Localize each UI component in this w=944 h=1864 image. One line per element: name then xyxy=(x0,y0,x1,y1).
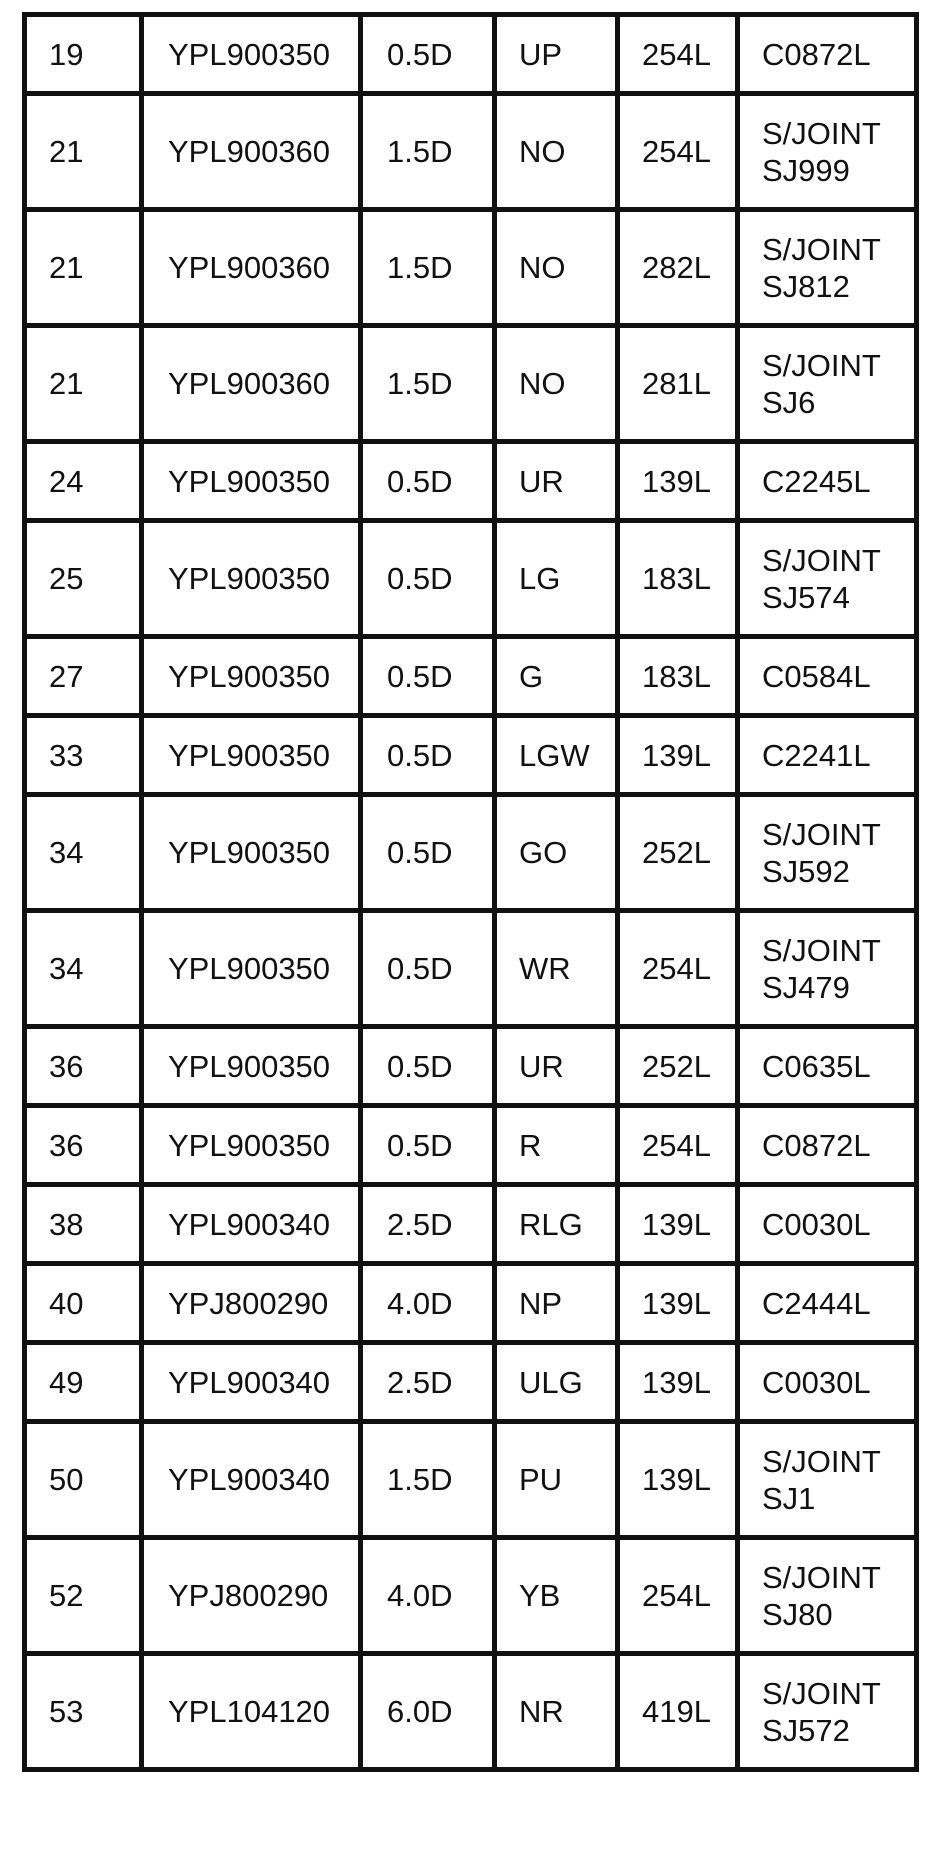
table-row xyxy=(25,1538,917,1654)
table-body xyxy=(25,15,917,1770)
table-row xyxy=(25,521,917,637)
length-cell: 254L xyxy=(618,911,738,1027)
connection-line: S/JOINT xyxy=(762,1559,881,1595)
circuit-number-cell: 36 xyxy=(25,1027,142,1106)
size-cell: 0.5D xyxy=(361,1027,495,1106)
circuit-number-cell: 36 xyxy=(25,1106,142,1185)
connection-line: C0872L xyxy=(762,36,871,72)
connection-line: SJ479 xyxy=(762,969,850,1005)
length-cell: 281L xyxy=(618,326,738,442)
connection-line: C0872L xyxy=(762,1127,871,1163)
length-cell: 139L xyxy=(618,1185,738,1264)
connection-line: S/JOINT xyxy=(762,816,881,852)
circuit-number-cell: 33 xyxy=(25,716,142,795)
connection-cell xyxy=(738,442,917,521)
connection-line: SJ812 xyxy=(762,268,850,304)
connection-line: S/JOINT xyxy=(762,115,881,151)
colour-code-cell: UP xyxy=(495,15,618,94)
connection-cell xyxy=(738,1185,917,1264)
connection-cell xyxy=(738,521,917,637)
colour-code-cell: PU xyxy=(495,1422,618,1538)
colour-code-cell: UR xyxy=(495,442,618,521)
part-number-cell: YPL900350 xyxy=(142,442,361,521)
size-cell: 1.5D xyxy=(361,1422,495,1538)
part-number-cell: YPL900350 xyxy=(142,1027,361,1106)
length-cell: 282L xyxy=(618,210,738,326)
part-number-cell: YPL900350 xyxy=(142,716,361,795)
size-cell: 1.5D xyxy=(361,326,495,442)
size-cell: 0.5D xyxy=(361,911,495,1027)
connection-line: S/JOINT xyxy=(762,231,881,267)
table-row xyxy=(25,326,917,442)
table-row xyxy=(25,1185,917,1264)
length-cell: 139L xyxy=(618,1422,738,1538)
table-row xyxy=(25,911,917,1027)
part-number-cell: YPL900350 xyxy=(142,15,361,94)
circuit-number-cell: 50 xyxy=(25,1422,142,1538)
length-cell: 254L xyxy=(618,94,738,210)
colour-code-cell: YB xyxy=(495,1538,618,1654)
table-row xyxy=(25,1106,917,1185)
connection-cell xyxy=(738,637,917,716)
connection-cell xyxy=(738,1264,917,1343)
circuit-number-cell: 19 xyxy=(25,15,142,94)
size-cell: 4.0D xyxy=(361,1538,495,1654)
part-number-cell: YPL900350 xyxy=(142,637,361,716)
size-cell: 1.5D xyxy=(361,94,495,210)
connection-line: C0584L xyxy=(762,658,871,694)
part-number-cell: YPL104120 xyxy=(142,1654,361,1770)
colour-code-cell: ULG xyxy=(495,1343,618,1422)
circuit-number-cell: 25 xyxy=(25,521,142,637)
length-cell: 419L xyxy=(618,1654,738,1770)
circuit-number-cell: 21 xyxy=(25,210,142,326)
colour-code-cell: LGW xyxy=(495,716,618,795)
circuit-number-cell: 49 xyxy=(25,1343,142,1422)
connection-line: S/JOINT xyxy=(762,1443,881,1479)
size-cell: 0.5D xyxy=(361,15,495,94)
connection-cell xyxy=(738,1106,917,1185)
connection-cell xyxy=(738,1654,917,1770)
table-row xyxy=(25,210,917,326)
connection-line: C2241L xyxy=(762,737,871,773)
part-number-cell: YPL900360 xyxy=(142,326,361,442)
table-row xyxy=(25,15,917,94)
circuit-number-cell: 27 xyxy=(25,637,142,716)
connection-line: SJ1 xyxy=(762,1480,816,1516)
connection-cell xyxy=(738,1343,917,1422)
length-cell: 252L xyxy=(618,795,738,911)
length-cell: 139L xyxy=(618,1264,738,1343)
circuit-number-cell: 40 xyxy=(25,1264,142,1343)
table-row xyxy=(25,94,917,210)
size-cell: 1.5D xyxy=(361,210,495,326)
part-number-cell: YPL900340 xyxy=(142,1422,361,1538)
connection-cell xyxy=(738,1027,917,1106)
colour-code-cell: NR xyxy=(495,1654,618,1770)
colour-code-cell: RLG xyxy=(495,1185,618,1264)
size-cell: 0.5D xyxy=(361,716,495,795)
connection-line: SJ572 xyxy=(762,1712,850,1748)
colour-code-cell: LG xyxy=(495,521,618,637)
part-number-cell: YPL900340 xyxy=(142,1185,361,1264)
table-row xyxy=(25,1264,917,1343)
connection-line: C0030L xyxy=(762,1364,871,1400)
colour-code-cell: G xyxy=(495,637,618,716)
length-cell: 139L xyxy=(618,1343,738,1422)
circuit-number-cell: 34 xyxy=(25,795,142,911)
size-cell: 2.5D xyxy=(361,1343,495,1422)
circuit-number-cell: 21 xyxy=(25,326,142,442)
table-row xyxy=(25,1343,917,1422)
length-cell: 254L xyxy=(618,1538,738,1654)
colour-code-cell: GO xyxy=(495,795,618,911)
length-cell: 139L xyxy=(618,716,738,795)
table-row xyxy=(25,795,917,911)
table-row xyxy=(25,637,917,716)
connection-line: SJ592 xyxy=(762,853,850,889)
part-number-cell: YPL900350 xyxy=(142,521,361,637)
colour-code-cell: WR xyxy=(495,911,618,1027)
length-cell: 252L xyxy=(618,1027,738,1106)
circuit-number-cell: 52 xyxy=(25,1538,142,1654)
connection-line: S/JOINT xyxy=(762,347,881,383)
connection-cell xyxy=(738,15,917,94)
size-cell: 0.5D xyxy=(361,1106,495,1185)
circuit-number-cell: 34 xyxy=(25,911,142,1027)
circuit-number-cell: 38 xyxy=(25,1185,142,1264)
connection-cell xyxy=(738,94,917,210)
connection-line: SJ6 xyxy=(762,384,816,420)
size-cell: 2.5D xyxy=(361,1185,495,1264)
data-table xyxy=(22,12,919,1772)
connection-cell xyxy=(738,210,917,326)
size-cell: 4.0D xyxy=(361,1264,495,1343)
colour-code-cell: R xyxy=(495,1106,618,1185)
connection-cell xyxy=(738,1538,917,1654)
size-cell: 0.5D xyxy=(361,521,495,637)
connection-cell xyxy=(738,1422,917,1538)
colour-code-cell: NP xyxy=(495,1264,618,1343)
table-row xyxy=(25,1027,917,1106)
connection-cell xyxy=(738,911,917,1027)
connection-line: SJ80 xyxy=(762,1596,833,1632)
connection-line: S/JOINT xyxy=(762,542,881,578)
connection-line: C0030L xyxy=(762,1206,871,1242)
connection-cell xyxy=(738,716,917,795)
colour-code-cell: NO xyxy=(495,326,618,442)
table-row xyxy=(25,716,917,795)
connection-cell xyxy=(738,326,917,442)
colour-code-cell: NO xyxy=(495,94,618,210)
size-cell: 0.5D xyxy=(361,795,495,911)
connection-line: SJ999 xyxy=(762,152,850,188)
connection-line: S/JOINT xyxy=(762,1675,881,1711)
colour-code-cell: UR xyxy=(495,1027,618,1106)
connection-line: C0635L xyxy=(762,1048,871,1084)
circuit-number-cell: 24 xyxy=(25,442,142,521)
circuit-number-cell: 21 xyxy=(25,94,142,210)
length-cell: 254L xyxy=(618,1106,738,1185)
part-number-cell: YPL900350 xyxy=(142,795,361,911)
table-row xyxy=(25,1422,917,1538)
part-number-cell: YPL900350 xyxy=(142,1106,361,1185)
length-cell: 139L xyxy=(618,442,738,521)
part-number-cell: YPL900350 xyxy=(142,911,361,1027)
connection-line: S/JOINT xyxy=(762,932,881,968)
connection-line: C2444L xyxy=(762,1285,871,1321)
part-number-cell: YPL900360 xyxy=(142,210,361,326)
table-row xyxy=(25,442,917,521)
part-number-cell: YPL900360 xyxy=(142,94,361,210)
colour-code-cell: NO xyxy=(495,210,618,326)
connection-line: C2245L xyxy=(762,463,871,499)
table-row xyxy=(25,1654,917,1770)
size-cell: 0.5D xyxy=(361,637,495,716)
part-number-cell: YPL900340 xyxy=(142,1343,361,1422)
connection-cell xyxy=(738,795,917,911)
part-number-cell: YPJ800290 xyxy=(142,1264,361,1343)
length-cell: 183L xyxy=(618,521,738,637)
length-cell: 254L xyxy=(618,15,738,94)
part-number-cell: YPJ800290 xyxy=(142,1538,361,1654)
size-cell: 6.0D xyxy=(361,1654,495,1770)
connection-line: SJ574 xyxy=(762,579,850,615)
circuit-number-cell: 53 xyxy=(25,1654,142,1770)
size-cell: 0.5D xyxy=(361,442,495,521)
length-cell: 183L xyxy=(618,637,738,716)
